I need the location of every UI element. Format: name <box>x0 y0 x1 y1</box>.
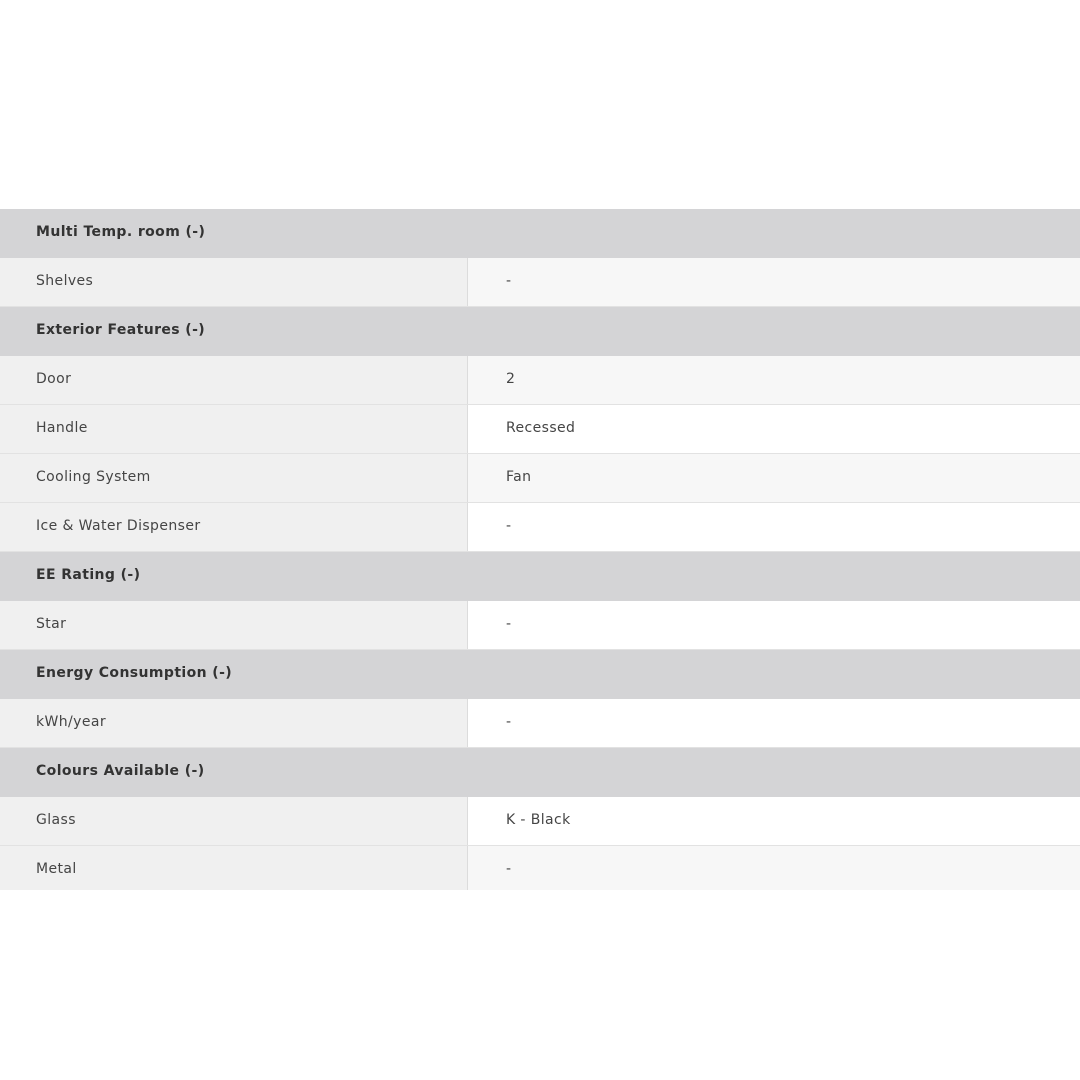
spec-label: Shelves <box>0 258 468 306</box>
spec-label: Glass <box>0 797 468 845</box>
spec-table <box>0 209 1080 890</box>
spec-value: - <box>468 258 1080 306</box>
spec-label: Star <box>0 601 468 649</box>
spec-row-glass <box>0 797 1080 846</box>
spec-row-cooling-system <box>0 454 1080 503</box>
section-title: Multi Temp. room (-) <box>36 224 206 240</box>
spec-label: kWh/year <box>0 699 468 747</box>
spec-label: Cooling System <box>0 454 468 502</box>
section-header-energy-consumption[interactable] <box>0 650 1080 699</box>
section-header-exterior-features[interactable] <box>0 307 1080 356</box>
spec-value: - <box>468 601 1080 649</box>
section-header-ee-rating[interactable] <box>0 552 1080 601</box>
spec-row-ice-water-dispenser <box>0 503 1080 552</box>
spec-value: Fan <box>468 454 1080 502</box>
section-title: Exterior Features (-) <box>36 322 206 338</box>
section-header-multi-temp-room[interactable] <box>0 209 1080 258</box>
spec-value: - <box>468 699 1080 747</box>
spec-value: Recessed <box>468 405 1080 453</box>
section-title: Colours Available (-) <box>36 763 205 779</box>
spec-row-metal <box>0 846 1080 890</box>
spec-value: - <box>468 846 1080 890</box>
section-header-colours-available[interactable] <box>0 748 1080 797</box>
spec-label: Handle <box>0 405 468 453</box>
spec-value: - <box>468 503 1080 551</box>
spec-value: K - Black <box>468 797 1080 845</box>
spec-row-door <box>0 356 1080 405</box>
section-title: Energy Consumption (-) <box>36 665 233 681</box>
spec-row-kwh-year <box>0 699 1080 748</box>
section-title: EE Rating (-) <box>36 567 141 583</box>
spec-row-shelves <box>0 258 1080 307</box>
spec-label: Metal <box>0 846 468 890</box>
spec-row-star <box>0 601 1080 650</box>
spec-label: Ice & Water Dispenser <box>0 503 468 551</box>
spec-label: Door <box>0 356 468 404</box>
spec-row-handle <box>0 405 1080 454</box>
spec-value: 2 <box>468 356 1080 404</box>
